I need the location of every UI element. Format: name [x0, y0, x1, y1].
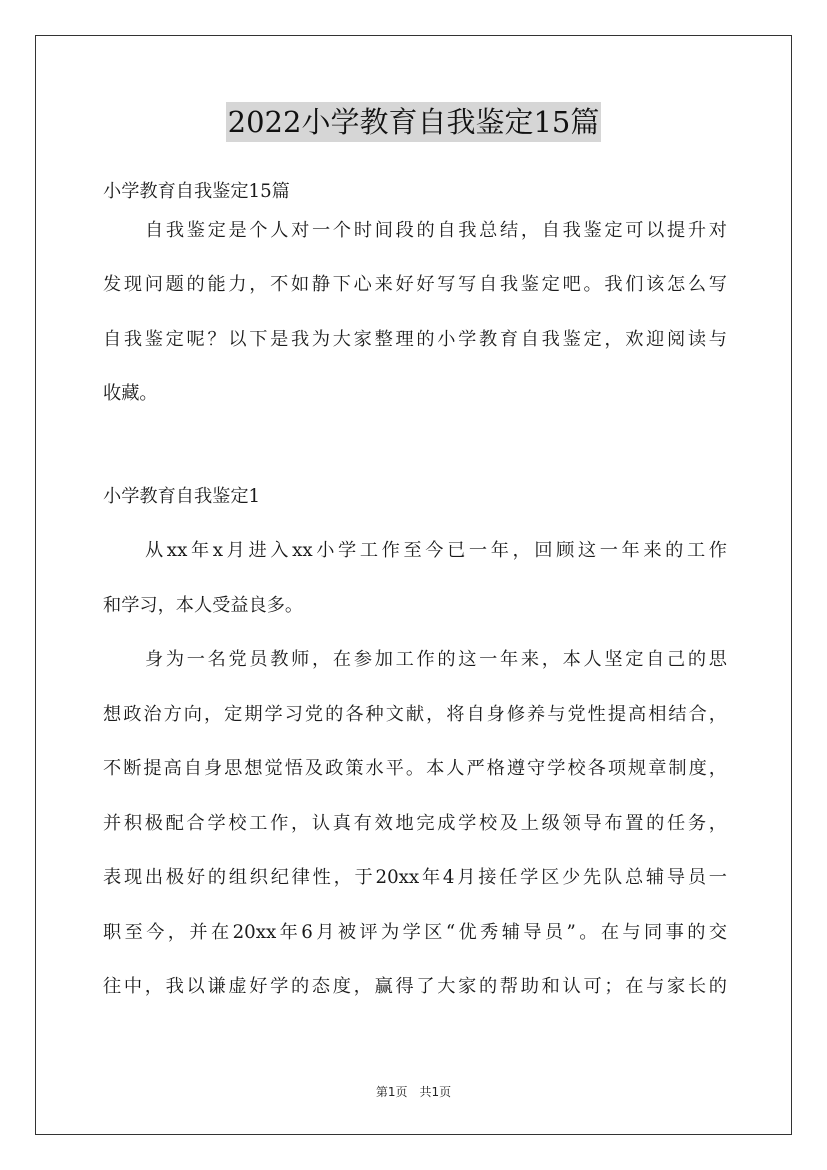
intro-line: 发现问题的能力，不如静下心来好好写写自我鉴定吧。我们该怎么写: [103, 274, 727, 295]
paragraph-line: 表现出极好的组织纪律性，于20xx年4月接任学区少先队总辅导员一: [103, 867, 727, 888]
document-subtitle: 小学教育自我鉴定15篇: [103, 181, 290, 202]
paragraph-line: 想政治方向，定期学习党的各种文献，将自身修养与党性提高相结合，: [103, 703, 727, 725]
document-title: 2022小学教育自我鉴定15篇: [226, 102, 602, 142]
paragraph-line: 往中，我以谦虚好学的态度，赢得了大家的帮助和认可；在与家长的: [103, 976, 727, 997]
title-container: [0, 102, 827, 142]
paragraph-line: 身为一名党员教师，在参加工作的这一年来，本人坚定自己的思: [145, 649, 727, 670]
paragraph-line: 不断提高自身思想觉悟及政策水平。本人严格遵守学校各项规章制度，: [103, 758, 727, 779]
paragraph-line: 从xx年x月进入xx小学工作至今已一年，回顾这一年来的工作: [145, 540, 727, 561]
paragraph-line: 和学习，本人受益良多。: [103, 594, 304, 616]
intro-line: 自我鉴定呢？以下是我为大家整理的小学教育自我鉴定，欢迎阅读与: [103, 328, 727, 350]
paragraph-line: 并积极配合学校工作，认真有效地完成学校及上级领导布置的任务，: [103, 812, 727, 834]
section-heading: 小学教育自我鉴定1: [103, 485, 261, 507]
page-number-footer: 第1页 共1页: [375, 1085, 452, 1099]
intro-line: 收藏。: [103, 383, 158, 404]
intro-line: 自我鉴定是个人对一个时间段的自我总结，自我鉴定可以提升对: [145, 219, 727, 241]
document-body: [103, 173, 727, 1007]
paragraph-line: 职至今，并在20xx年6月被评为学区“优秀辅导员”。在与同事的交: [103, 921, 727, 943]
